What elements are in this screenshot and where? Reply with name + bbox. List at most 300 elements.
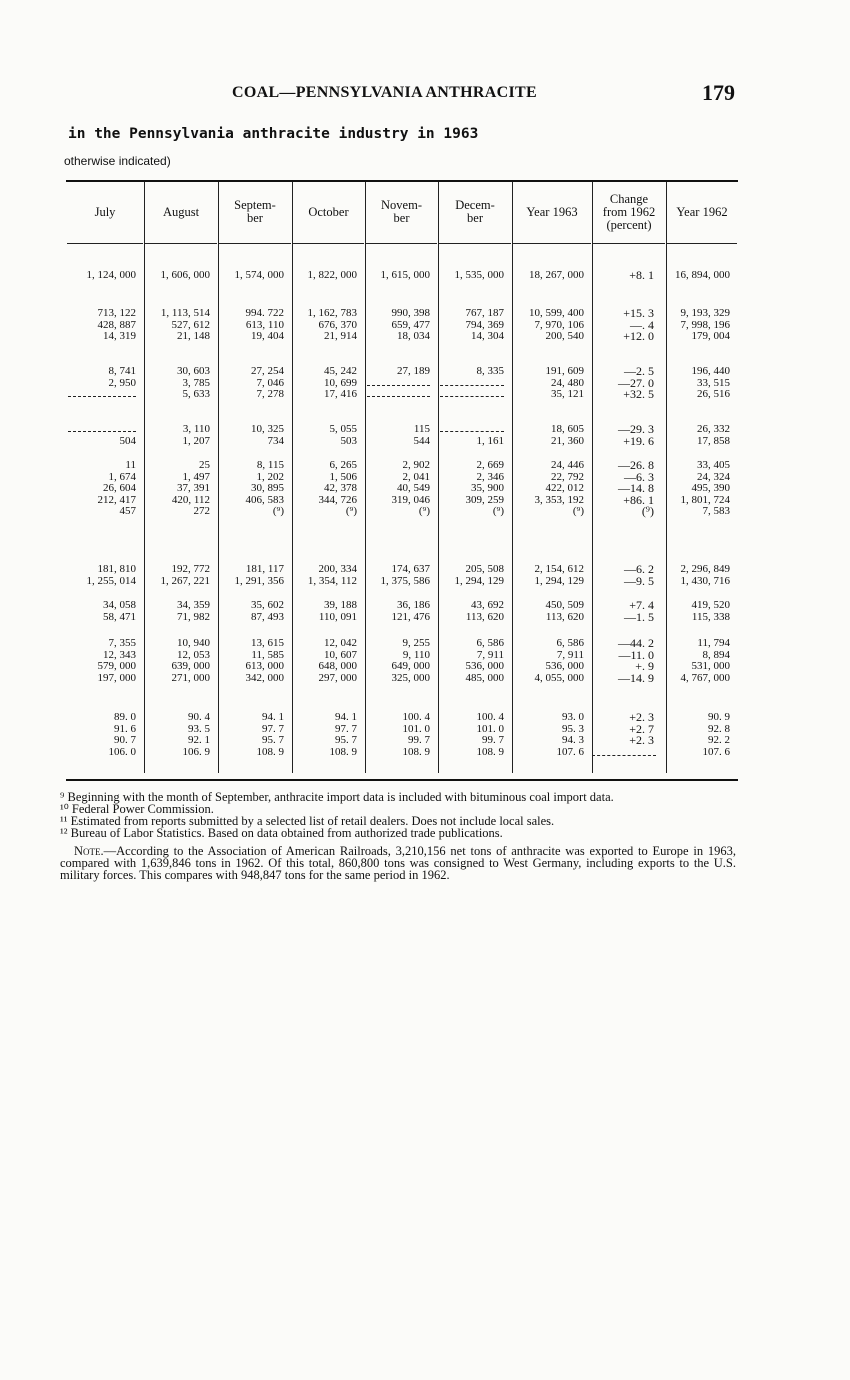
table-cell: 8, 741 [108,365,136,377]
table-cell: 1, 822, 000 [307,269,357,281]
table-cell: 94. 1 [335,711,357,723]
table-cell: 1, 202 [256,470,284,483]
table-cell: 24, 324 [697,470,730,483]
row-group [512,424,592,447]
table-cell: 97. 7 [262,722,284,735]
table-cell: 10, 607 [324,648,357,661]
table-cell: 42, 378 [324,482,357,494]
table-cell: 95. 3 [562,722,584,735]
table-cell: 30, 603 [177,365,210,377]
table-bottom-rule [66,779,738,781]
table-cell: (⁹) [572,505,584,517]
table-cell: 90. 9 [708,711,730,723]
table-cell: 200, 334 [318,563,357,575]
table-cell: 613, 110 [245,318,284,331]
table-cell: 35, 900 [471,482,504,494]
table-cell: 1, 354, 112 [307,574,357,587]
row-group [365,308,438,343]
column-header: Decem- ber [455,198,495,225]
table-cell: 503 [340,434,357,447]
table-cell: 422, 012 [545,482,584,494]
table-cell: 93. 5 [188,722,210,735]
footnote-mark: ¹² [60,826,68,840]
table-cell: 21, 148 [177,330,210,342]
row-group [218,600,292,623]
row-group [218,638,292,684]
row-group [438,366,512,401]
header-rule [67,243,143,244]
column-header: August [162,204,200,219]
table-cell: 531, 000 [691,660,730,672]
table-cell: 1, 574, 000 [234,269,284,281]
row-group [292,564,365,587]
table-cell: —. 4 [630,317,654,332]
empty-dash-cell [438,389,512,401]
table-cell: 27, 254 [251,365,284,377]
row-group [292,366,365,401]
table-cell: 110, 091 [318,610,357,623]
row-group [365,564,438,587]
note-text: —According to the Association of American Railroads, 3,210,156 net tons of anthracite was exported to Europe in 1963, compared with 1,639,846 tons in 1962. Of this total, 860,800 tons was consigned to West Germany, including exports to the U.S. military forces. This compares with 948,847 tons for the same period in 1962. [60,844,736,882]
table-cell: 1, 162, 783 [307,307,357,319]
table-cell: 9, 110 [402,648,430,661]
table-cell: —11. 0 [618,647,654,662]
empty-dash-cell [438,378,512,390]
dash-leader [440,425,504,432]
footnote-mark: ¹⁰ [60,802,69,816]
row-group [666,460,738,518]
table-cell: —29. 3 [618,422,654,436]
row-group [292,424,365,447]
table-cell: 93. 0 [562,711,584,723]
table-cell: 10, 325 [251,423,284,435]
table-cell: 495, 390 [691,482,730,494]
empty-dash-cell [438,424,512,436]
table-cell: (⁹) [492,505,504,517]
table-cell: 544 [413,434,430,447]
row-group [218,424,292,447]
table-cell: 527, 612 [171,318,210,331]
table-cell: (⁹) [272,505,284,517]
table-cell: 1, 113, 514 [160,307,210,319]
table-cell: (⁹) [345,505,357,517]
table-cell: 106. 0 [108,745,136,758]
table-cell: 309, 259 [465,493,504,506]
table-cell: 212, 417 [97,493,136,506]
table-cell: 12, 343 [103,648,136,661]
footnote-text: Bureau of Labor Statistics. Based on data obtained from authorized trade publications. [67,826,503,840]
column-header: July [94,204,116,219]
table-cell: 3, 110 [182,423,210,435]
table-cell: 7, 911 [556,648,584,661]
table-cell: 676, 370 [318,318,357,331]
table-cell: +2. 7 [629,721,654,736]
table-cell: 7, 355 [108,637,136,649]
column-header: Year 1962 [676,204,728,219]
table-column [218,182,292,779]
row-group [144,600,218,623]
row-group [666,638,738,684]
row-group [592,712,666,758]
column-header: Septem- ber [234,198,276,225]
table-cell: 205, 508 [465,563,504,575]
table-cell: 1, 124, 000 [86,269,136,281]
table-cell: 14, 319 [103,330,136,342]
table-cell: 406, 583 [245,493,284,506]
row-group [438,638,512,684]
table-cell: 26, 332 [697,423,730,435]
table-cell: 25 [199,459,210,471]
row-group [66,308,144,343]
dash-leader [367,390,430,397]
table-cell: 97. 7 [335,722,357,735]
table-cell: 106. 9 [182,745,210,758]
table-cell: 767, 187 [465,307,504,319]
table-cell: +15. 3 [623,306,654,320]
row-group [66,712,144,758]
table-cell: 8, 115 [256,459,284,471]
row-group [292,712,365,758]
table-cell: 27, 189 [397,365,430,377]
table-column [292,182,365,779]
table-cell: 6, 586 [556,637,584,649]
row-group [292,460,365,518]
table-cell: 536, 000 [545,660,584,672]
table-cell: 24, 480 [551,376,584,389]
table-cell: 2, 296, 849 [680,563,730,575]
row-group [365,600,438,623]
table-cell: 21, 914 [324,330,357,342]
header-rule [293,243,364,244]
column-header: Year 1963 [526,204,578,219]
table-cell: 16, 894, 000 [675,269,730,281]
table-cell: 13, 615 [251,637,284,649]
table-cell: 107. 6 [702,745,730,758]
table-cell: 794, 369 [465,318,504,331]
table-cell: +2. 3 [629,733,654,747]
table-cell: 659, 477 [391,318,430,331]
table-cell: 419, 520 [691,599,730,611]
table-cell: 485, 000 [465,671,504,684]
table-cell: 11, 585 [251,648,284,661]
table-cell: +8. 1 [629,268,654,282]
dash-leader [592,749,656,756]
table-cell: 990, 398 [391,307,430,319]
table-cell: 7, 998, 196 [680,318,730,331]
row-group [218,564,292,587]
table-cell: 200, 540 [545,330,584,342]
table-cell: 43, 692 [471,599,504,611]
table-cell: 174, 637 [391,563,430,575]
table-subtitle: otherwise indicated) [64,154,171,168]
table-cell: 90. 4 [188,711,210,723]
table-cell: 3, 353, 192 [534,493,584,506]
table-cell: 58, 471 [103,610,136,623]
row-group [438,600,512,623]
row-group [512,270,592,282]
header-rule [439,243,511,244]
row-group [66,460,144,518]
table-cell: 1, 294, 129 [454,574,504,587]
dash-leader [68,425,136,432]
column-header: Change from 1962 (percent) [602,191,656,232]
table-cell: 121, 476 [391,610,430,623]
table-cell: 17, 858 [697,434,730,447]
row-group [66,424,144,447]
row-group [66,600,144,623]
table-cell: 196, 440 [691,365,730,377]
empty-dash-cell [365,378,438,390]
row-group [592,600,666,623]
row-group [438,712,512,758]
row-group [512,366,592,401]
note-paragraph [60,845,736,881]
table-cell: 8, 894 [702,648,730,661]
table-cell: 24, 446 [551,459,584,471]
column-header: Novem- ber [381,198,422,225]
dash-leader [440,379,504,386]
table-cell: 2, 902 [402,459,430,471]
row-group [365,460,438,518]
table-cell: 2, 346 [476,470,504,483]
table-cell: 1, 375, 586 [380,574,430,587]
table-cell: 12, 042 [324,637,357,649]
header-rule [366,243,437,244]
row-group [292,638,365,684]
table-cell: 504 [119,434,136,447]
table-cell: 10, 699 [324,376,357,389]
table-cell: 271, 000 [171,671,210,684]
table-cell: 108. 9 [256,745,284,758]
table-cell: —9. 5 [624,573,654,588]
table-cell: 6, 265 [329,459,357,471]
table-cell: 3, 785 [182,376,210,389]
table-cell: 11 [125,459,136,471]
table-cell: 10, 599, 400 [529,307,584,319]
table-cell: 5, 633 [182,388,210,400]
table-cell: 325, 000 [391,671,430,684]
table-cell: 342, 000 [245,671,284,684]
table-column [66,182,144,779]
table-cell: 734 [267,434,284,447]
row-group [365,366,438,401]
table-cell: 26, 516 [697,388,730,400]
table-column [438,182,512,779]
row-group [438,424,512,447]
table-cell: 33, 515 [697,376,730,389]
table-cell: 1, 506 [329,470,357,483]
table-cell: 30, 895 [251,482,284,494]
row-group [218,460,292,518]
row-group [592,308,666,343]
row-group [66,564,144,587]
table-cell: 100. 4 [476,711,504,723]
table-cell: 92. 2 [708,734,730,746]
table-cell: 2, 669 [476,459,504,471]
table-cell: 181, 117 [245,563,284,575]
table-cell: 108. 9 [329,745,357,758]
table-cell: 108. 9 [402,745,430,758]
row-group [666,270,738,282]
table-cell: +. 9 [635,659,654,673]
row-group [592,270,666,282]
row-group [512,712,592,758]
table-cell: 35, 121 [551,388,584,400]
table-column [592,182,666,779]
empty-dash-cell [592,747,666,759]
empty-dash-cell [66,424,144,436]
row-group [66,366,144,401]
table-cell: 18, 605 [551,423,584,435]
table-cell: 14, 304 [471,330,504,342]
table-cell: 7, 911 [476,648,504,661]
table-cell: 450, 509 [545,599,584,611]
table-cell: +19. 6 [623,433,654,448]
table-cell: 87, 493 [251,610,284,623]
row-group [218,270,292,282]
row-group [292,308,365,343]
table-cell: —6. 3 [624,469,654,484]
row-group [144,564,218,587]
table-cell: 95. 7 [335,734,357,746]
table-cell: 2, 950 [108,376,136,389]
table-cell: 1, 161 [476,434,504,447]
table-cell: 18, 267, 000 [529,269,584,281]
table-cell: 95. 7 [262,734,284,746]
table-column [365,182,438,779]
table-cell: 107. 6 [556,745,584,758]
table-cell: —2. 5 [624,364,654,378]
table-cell: —27. 0 [618,375,654,390]
table-cell: 94. 3 [562,734,584,746]
row-group [218,308,292,343]
table-cell: 420, 112 [171,493,210,506]
table-cell: (⁹) [418,505,430,517]
running-head: COAL—PENNSYLVANIA ANTHRACITE [232,84,537,101]
table-cell: 181, 810 [97,563,136,575]
table-cell: 6, 586 [476,637,504,649]
row-group [218,712,292,758]
table-cell: 99. 7 [482,734,504,746]
table-cell: 649, 000 [391,660,430,672]
row-group [144,366,218,401]
row-group [438,460,512,518]
table-cell: +2. 3 [629,710,654,724]
table-cell: 1, 674 [108,470,136,483]
table-cell: 1, 207 [182,434,210,447]
table-column [512,182,592,779]
row-group [144,638,218,684]
table-cell: 115, 338 [691,610,730,623]
row-group [666,366,738,401]
row-group [666,600,738,623]
table-cell: 579, 000 [97,660,136,672]
table-cell: 1, 430, 716 [680,574,730,587]
table-cell: 1, 267, 221 [160,574,210,587]
table-cell: 639, 000 [171,660,210,672]
table-cell: 11, 794 [697,637,730,649]
table-cell: 19, 404 [251,330,284,342]
footnote-text: Beginning with the month of September, anthracite import data is included with bituminous coal import data. [64,790,614,804]
row-group [144,424,218,447]
table-cell: 192, 772 [171,563,210,575]
table-cell: 457 [119,505,136,517]
table-cell: 101. 0 [476,722,504,735]
header-rule [145,243,217,244]
table-title: in the Pennsylvania anthracite industry in 1963 [68,126,479,142]
row-group [512,564,592,587]
table-cell: 101. 0 [402,722,430,735]
row-group [144,308,218,343]
table-cell: 1, 497 [182,470,210,483]
row-group [144,460,218,518]
table-cell: +7. 4 [629,598,654,612]
table-cell: 90. 7 [114,734,136,746]
row-group [292,600,365,623]
row-group [218,366,292,401]
row-group [512,600,592,623]
page-number: 179 [702,80,735,105]
table-cell: 1, 291, 356 [234,574,284,587]
table-cell: 35, 602 [251,599,284,611]
table-cell: 7, 046 [256,376,284,389]
row-group [144,712,218,758]
row-group [592,424,666,447]
table-cell: 1, 615, 000 [380,269,430,281]
dash-leader [68,390,136,397]
footnotes [60,791,736,881]
footnote-text: Estimated from reports submitted by a selected list of retail dealers. Does not include local sales. [67,814,555,828]
table-column [144,182,218,779]
row-group [512,460,592,518]
row-group [666,564,738,587]
note-label: Note. [74,844,104,858]
table-cell: 1, 255, 014 [86,574,136,587]
table-cell: 45, 242 [324,365,357,377]
table-cell: 994. 722 [245,307,284,319]
row-group [365,638,438,684]
table-cell: 4, 767, 000 [680,671,730,684]
row-group [365,270,438,282]
table-cell: +12. 0 [623,329,654,343]
table-cell: 34, 058 [103,599,136,611]
table-cell: 5, 055 [329,423,357,435]
table-cell: 1, 606, 000 [160,269,210,281]
table-cell: 7, 583 [702,505,730,517]
row-group [592,638,666,684]
table-cell: 613, 000 [245,660,284,672]
dash-leader [440,390,504,397]
table-cell: 297, 000 [318,671,357,684]
table-cell: 113, 620 [545,610,584,623]
table-cell: 4, 055, 000 [534,671,584,684]
row-group [144,270,218,282]
table-cell: 94. 1 [262,711,284,723]
table-cell: 648, 000 [318,660,357,672]
table-cell: 428, 887 [97,318,136,331]
table-cell: +32. 5 [623,387,654,401]
table-cell: 115 [413,423,430,435]
row-group [438,270,512,282]
table-cell: 713, 122 [97,307,136,319]
table-cell: —44. 2 [618,636,654,650]
table-cell: 1, 535, 000 [454,269,504,281]
row-group [292,270,365,282]
header-rule [219,243,291,244]
table-cell: 1, 294, 129 [534,574,584,587]
table-cell: 33, 405 [697,459,730,471]
table-cell: 113, 620 [465,610,504,623]
